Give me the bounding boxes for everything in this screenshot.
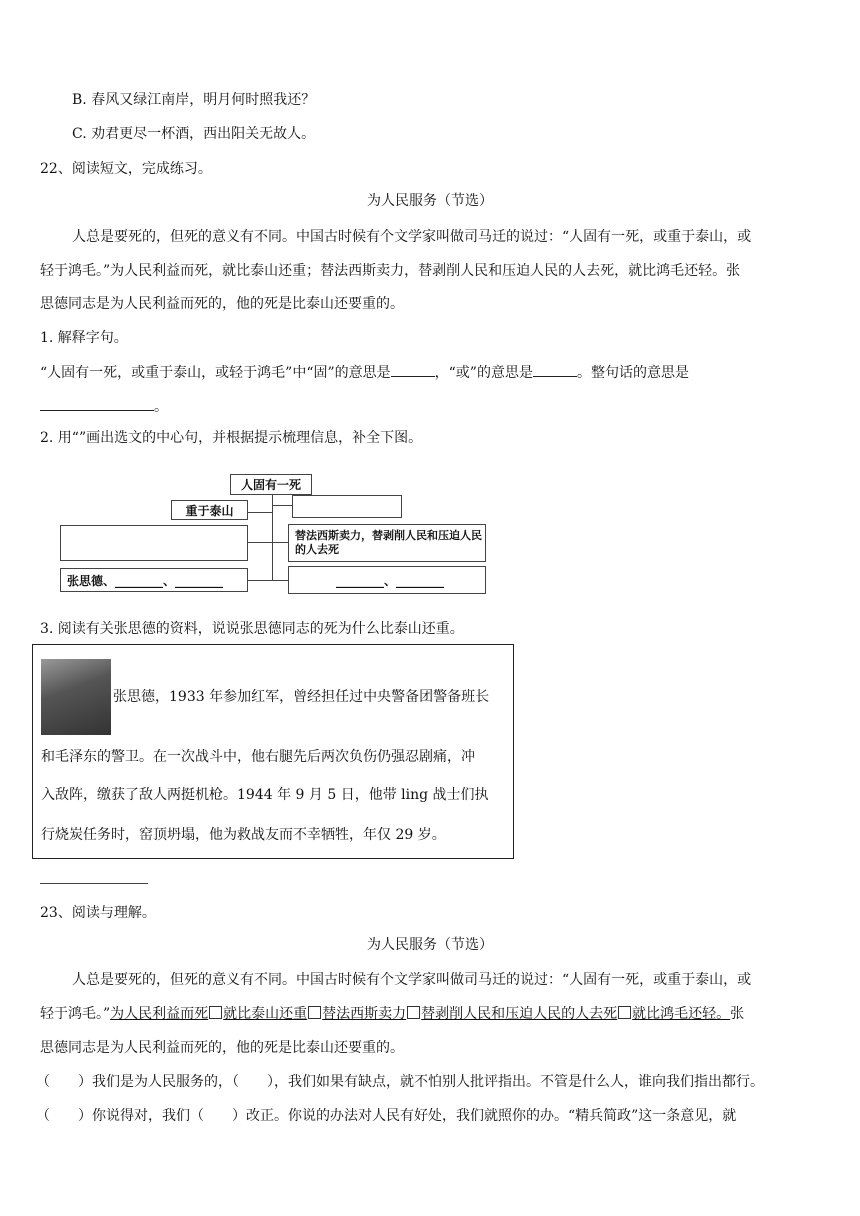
info-diagram: [40, 470, 500, 600]
passage2-line1: 人总是要死的，但死的意义有不同。中国古时候有个文学家叫做司马迁的说过：“人固有一死，或重于泰山，或: [72, 972, 752, 988]
passage-title-2: 为人民服务（节选）: [367, 937, 493, 953]
passage2-line5: （ ）你说得对，我们（ ）改正。你说的办法对人民有好处，我们就照你的办。“精兵简政”这一条意见，就: [36, 1108, 737, 1124]
portrait-photo: [41, 659, 111, 735]
sub-question-1-answer-line: 。: [40, 395, 168, 417]
sub-question-1-prompt: “人固有一死，或重于泰山，或轻于鸿毛”中“固”的意思是 ，“或”的意思是 。整句话的意思是: [40, 361, 689, 383]
passage2-line4: （ ）我们是为人民服务的，（ ），我们如果有缺点，就不怕别人批评指出。不管是什么人，谁向我们指出都行。: [36, 1074, 764, 1090]
profile-line-2: 和毛泽东的警卫。在一次战斗中，他右腿先后两次负伤仍强忍剧痛，冲: [41, 749, 475, 765]
passage2-line2: 轻于鸿毛。”为人民利益而死 就比泰山还重 替法西斯卖力 替剥削人民和压迫人民的人去死 就比鸿毛还轻。张: [40, 1006, 745, 1022]
question-22: 22、阅读短文，完成练习。: [40, 161, 212, 177]
profile-line-4: 行烧炭任务时，窑顶坍塌，他为救战友而不幸牺牲，年仅 29 岁。: [41, 827, 446, 843]
answer-blank[interactable]: [391, 361, 435, 377]
passage1-line1: 人总是要死的，但死的意义有不同。中国古时候有个文学家叫做司马迁的说过：“人固有一死，或重于泰山，或: [72, 229, 752, 245]
diagram-right-bottom: ________、________: [288, 566, 486, 594]
diagram-right-mid: 替法西斯卖力，替剥削人民和压迫人民的人去死: [288, 524, 486, 562]
passage-title-1: 为人民服务（节选）: [367, 193, 493, 209]
diagram-right-top-blank[interactable]: [292, 495, 402, 518]
option-c: C. 劝君更尽一杯酒，西出阳关无故人。: [72, 126, 316, 142]
passage2-line3: 思德同志是为人民利益而死的，他的死是比泰山还要重的。: [40, 1040, 404, 1056]
profile-box: [32, 644, 514, 859]
sub-question-3: 3. 阅读有关张思德的资料，说说张思德同志的死为什么比泰山还重。: [40, 621, 464, 637]
sub-question-2: 2. 用“”画出选文的中心句，并根据提示梳理信息，补全下图。: [40, 430, 423, 446]
option-b: B. 春风又绿江南岸，明月何时照我还？: [72, 92, 316, 108]
divider: [40, 883, 148, 884]
diagram-left-bottom: 张思德、________、________: [60, 568, 248, 592]
profile-line-1: 张思德，1933 年参加红军，曾经担任过中央警备团警备班长: [113, 689, 490, 705]
passage1-line3: 思德同志是为人民利益而死的，他的死是比泰山还要重的。: [40, 296, 404, 312]
sub-question-1: 1. 解释字句。: [40, 330, 128, 346]
diagram-left-mid-blank[interactable]: [60, 525, 248, 561]
answer-blank[interactable]: [40, 395, 154, 411]
diagram-root: 人固有一死: [230, 474, 312, 495]
answer-blank[interactable]: [533, 361, 577, 377]
profile-line-3: 入敌阵，缴获了敌人两挺机枪。1944 年 9 月 5 日，他带 ling 战士们执: [41, 787, 489, 803]
diagram-left-top: 重于泰山: [171, 500, 248, 520]
passage1-line2: 轻于鸿毛。”为人民利益而死，就比泰山还重；替法西斯卖力，替剥削人民和压迫人民的人去死，就比鸿毛还轻。张: [40, 263, 741, 279]
question-23: 23、阅读与理解。: [40, 905, 156, 921]
